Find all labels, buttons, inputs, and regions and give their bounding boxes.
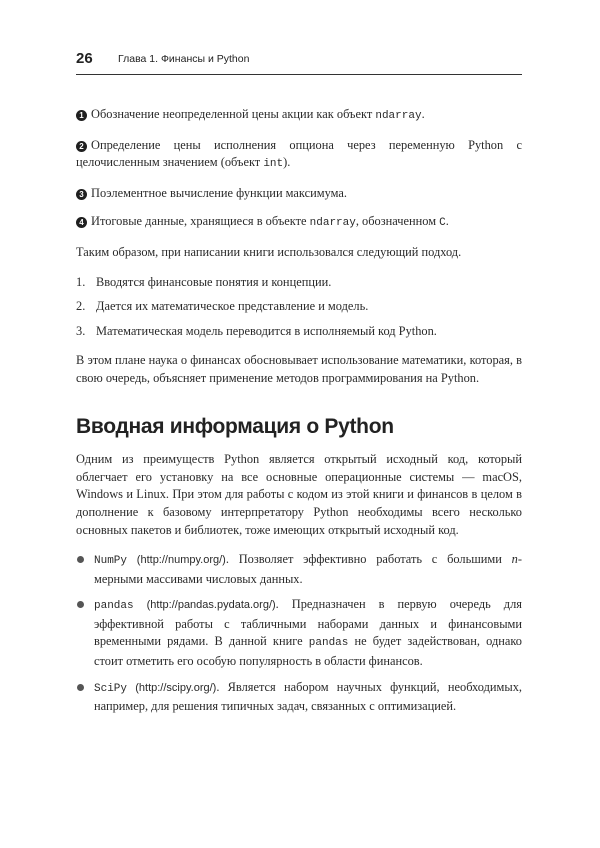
callout-3-icon: 3 xyxy=(76,189,87,200)
package-list xyxy=(76,551,522,716)
list-item: NumPy (http://numpy.org/). Позволяет эффективно работать с большими n-мерными массивами числовых данных. xyxy=(76,551,522,588)
intro-paragraph: Таким образом, при написании книги использовался следующий подход. xyxy=(76,244,462,259)
page-number: 26 xyxy=(76,50,93,67)
callout-1-icon: 1 xyxy=(76,110,87,121)
code-annotation: 1 Обозначение неопределенной цены акции как объект ndarray. xyxy=(76,106,522,126)
package-link[interactable]: (http://scipy.org/) xyxy=(135,681,217,694)
code-annotation: 3 Поэлементное вычисление функции максимума. xyxy=(76,185,522,203)
code-annotation: 4 Итоговые данные, хранящиеся в объекте ndarray, обозначенном C. xyxy=(76,213,522,233)
approach-list xyxy=(76,274,522,341)
callout-2-icon: 2 xyxy=(76,141,87,152)
callout-4-icon: 4 xyxy=(76,217,87,228)
list-item: SciPy (http://scipy.org/). Является набором научных функций, необходимых, например, для решения типичных задач, связанных с оптимизацией. xyxy=(76,679,522,716)
bullet-icon xyxy=(77,601,84,608)
summary-paragraph: В этом плане наука о финансах обосновывает использование математики, которая, в свою очередь, объясняет применение методов программирования на Python. xyxy=(76,353,522,385)
running-title: Глава 1. Финансы и Python xyxy=(118,53,250,65)
running-header xyxy=(76,50,522,75)
bullet-icon xyxy=(77,556,84,563)
list-item: 3. Математическая модель переводится в исполняемый код Python. xyxy=(76,323,437,338)
package-name: SciPy xyxy=(94,682,128,695)
code-annotation: 2 Определение цены исполнения опциона через переменную Python с целочисленным значением (объект int). xyxy=(76,137,522,171)
list-item: 1. Вводятся финансовые понятия и концепции. xyxy=(76,274,332,289)
list-item: pandas (http://pandas.pydata.org/). Предназначен в первую очередь для эффективной работы с табличными наборами данных и финансовыми временными рядами. В данной книге pandas не будет задействован, однако стоит отметить его особую популярность в области финансов. xyxy=(76,596,522,670)
section-heading: Вводная информация о Python xyxy=(76,414,394,438)
page-body xyxy=(76,106,522,724)
package-link[interactable]: (http://numpy.org/) xyxy=(136,554,226,567)
package-name: NumPy xyxy=(94,555,128,568)
package-link[interactable]: (http://pandas.pydata.org/) xyxy=(146,599,276,612)
list-item: 2. Дается их математическое представление и модель. xyxy=(76,299,369,314)
package-name: pandas xyxy=(94,600,134,613)
bullet-icon xyxy=(77,684,84,691)
section-paragraph: Одним из преимуществ Python является открытый исходный код, который облегчает его установку на все основные операционные системы — macOS, Windows и Linux. При этом для работы с кодом из этой книги и финансов в целом в дополнение к базовому интерпретатору Python необходимы всего несколько основных пакетов и библиотек, тоже имеющих открытый исходный код. xyxy=(76,452,522,537)
